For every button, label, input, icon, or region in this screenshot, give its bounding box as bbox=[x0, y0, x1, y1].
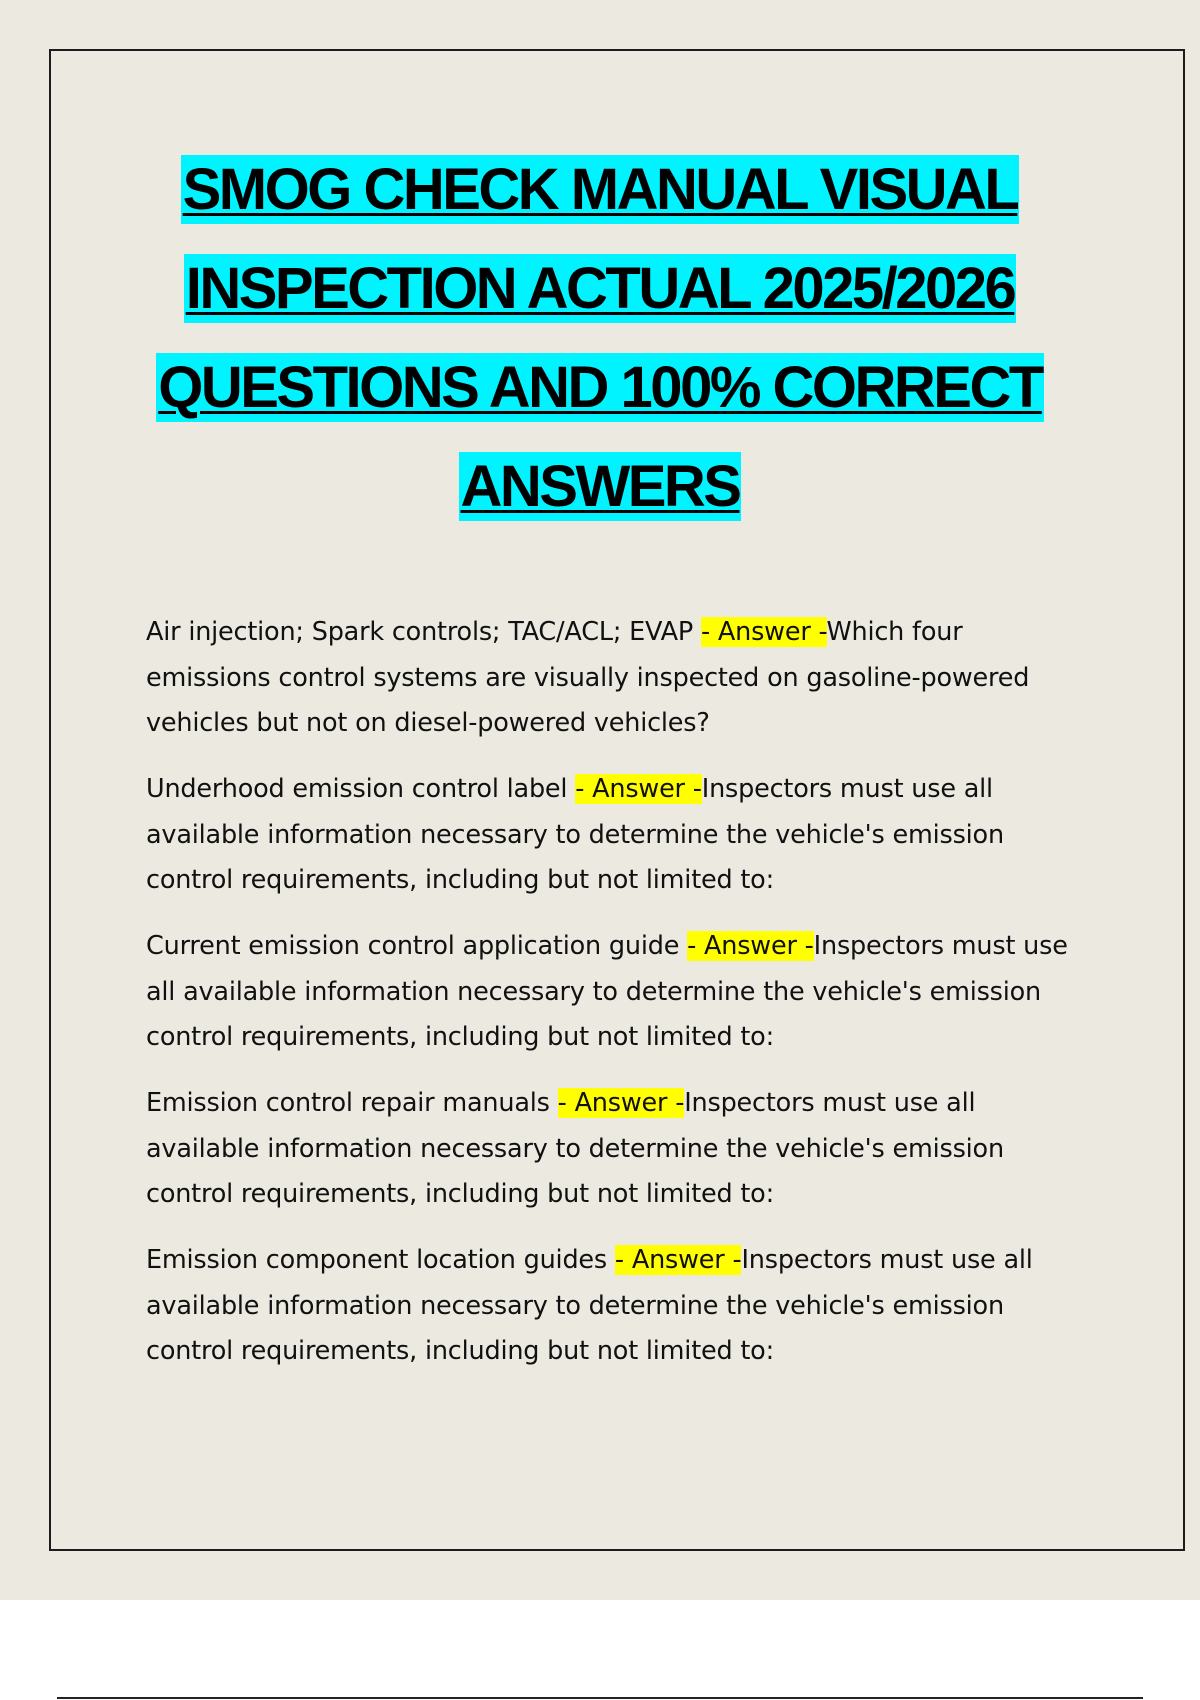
title-line bbox=[0, 338, 1200, 437]
bottom-divider bbox=[57, 1697, 1143, 1699]
qa-item bbox=[146, 1238, 1086, 1375]
qa-definition: Which four emissions control systems are visually inspected on gasoline-powered vehicles but not on diesel-powered vehicles? bbox=[146, 617, 1030, 738]
answer-marker: - Answer - bbox=[557, 1088, 685, 1118]
qa-item bbox=[146, 1081, 1086, 1218]
qa-list bbox=[146, 610, 1086, 1395]
qa-item bbox=[146, 767, 1086, 904]
title-line bbox=[0, 239, 1200, 338]
title-line bbox=[0, 140, 1200, 239]
title-text: QUESTIONS AND 100% CORRECT bbox=[158, 355, 1042, 420]
qa-term: Emission component location guides bbox=[146, 1245, 615, 1275]
title-text: INSPECTION ACTUAL 2025/2026 bbox=[185, 256, 1015, 321]
qa-definition: Inspectors must use all available information necessary to determine the vehicle's emission control requirements, including but not limited to: bbox=[146, 774, 1004, 895]
qa-term: Emission control repair manuals bbox=[146, 1088, 558, 1118]
qa-definition: Inspectors must use all available information necessary to determine the vehicle's emission control requirements, including but not limited to: bbox=[146, 1245, 1033, 1366]
qa-definition: Inspectors must use all available information necessary to determine the vehicle's emission control requirements, including but not limited to: bbox=[146, 931, 1068, 1052]
qa-item bbox=[146, 610, 1086, 747]
answer-marker: - Answer - bbox=[700, 617, 827, 647]
qa-term: Current emission control application guide bbox=[146, 931, 688, 961]
answer-marker: - Answer - bbox=[687, 931, 814, 961]
qa-term: Air injection; Spark controls; TAC/ACL; EVAP bbox=[146, 617, 701, 647]
title-line bbox=[0, 437, 1200, 536]
answer-marker: - Answer - bbox=[614, 1245, 742, 1275]
qa-definition: Inspectors must use all available information necessary to determine the vehicle's emission control requirements, including but not limited to: bbox=[146, 1088, 1004, 1209]
title-text: ANSWERS bbox=[460, 454, 740, 519]
answer-marker: - Answer - bbox=[575, 774, 702, 804]
title-text: SMOG CHECK MANUAL VISUAL bbox=[182, 157, 1018, 222]
document-title bbox=[0, 140, 1200, 536]
qa-item bbox=[146, 924, 1086, 1061]
qa-term: Underhood emission control label bbox=[146, 774, 576, 804]
